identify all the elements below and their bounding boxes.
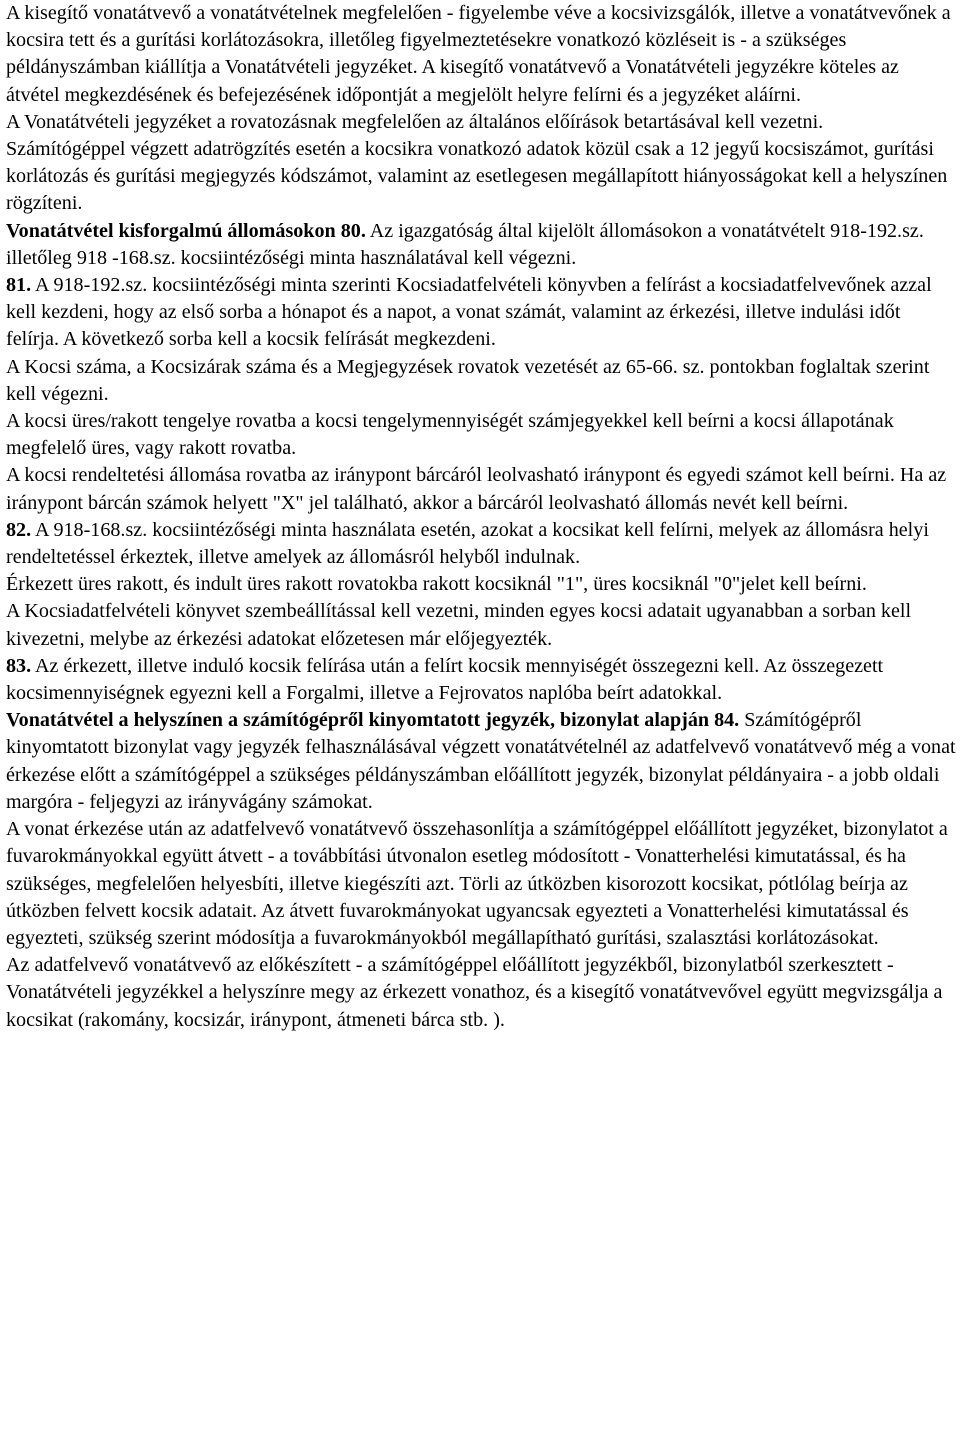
paragraph-vonat-erkezese-utan: [6, 816, 956, 952]
section-heading-80: Vonatátvétel kisforgalmú állomásokon 80.: [6, 219, 366, 242]
paragraph-text: Számítógépről kinyomtatott bizonylat vagy jegyzék felhasználásával végzett vonatátvételnél az adatfelvevő vonatátvevő még a vonat érkezése előtt a számítógéppel a szükséges példányszámban előállított jegyzék, bizonylat példányaira - a jobb oldali margóra - feljegyzi az irányvágány számokat.: [6, 709, 956, 813]
section-heading-84: Vonatátvétel a helyszínen a számítógépről kinyomtatott jegyzék, bizonylat alapján 84.: [6, 709, 740, 732]
paragraph-text: A kisegítő vonatátvevő a vonatátvételnek megfelelően - figyelembe véve a kocsivizsgálók, illetve a vonatátvevőnek a kocsira tett és a gurítási korlátozásokra, illetőleg figyelmeztetésekre vonatkozó közléseit is - a szükséges példányszámban kiállítja a Vonatátvételi jegyzéket. A kisegítő vonatátvevő a Vonatátvételi jegyzékre köteles az átvétel megkezdésének és befejezésének időpontját a megjelölt helyre felírni és a jegyzéket aláírni.: [6, 2, 951, 106]
paragraph-text: A Kocsiadatfelvételi könyvet szembeállítással kell vezetni, minden egyes kocsi adatait ugyanabban a sorban kell kivezetni, melybe az érkezési adatokat előzetesen már előjegyezték.: [6, 600, 912, 650]
paragraph-section-81: [6, 272, 956, 354]
paragraph-text: A Vonatátvételi jegyzéket a rovatozásnak megfelelően az általános előírások betartásával kell vezetni.: [6, 110, 824, 133]
paragraph-section-82: [6, 517, 956, 571]
paragraph-jegyzek-vezetese: [6, 109, 956, 136]
paragraph-szembeallitas: [6, 598, 956, 652]
paragraph-helyszini-vizsgalat: [6, 952, 956, 1034]
paragraph-szamitogepes-adatrogzites: [6, 136, 956, 218]
paragraph-text: Érkezett üres rakott, és indult üres rakott rovatokba rakott kocsiknál "1", üres kocsiknál "0"jelet kell beírni.: [6, 573, 867, 596]
paragraph-kocsi-szama-rovatok: [6, 354, 956, 408]
paragraph-text: A 918-168.sz. kocsiintézőségi minta használata esetén, azokat a kocsikat kell felírni, melyek az állomásra helyi rendeltetéssel érkeztek, illetve amelyek az állomásról helyből indulnak.: [6, 518, 929, 569]
paragraph-section-80: [6, 218, 956, 272]
paragraph-text: Az adatfelvevő vonatátvevő az előkészített - a számítógéppel előállított jegyzékből, bizonylatból szerkesztett - Vonatátvételi jegyzékkel a helyszínre megy az érkezett vonathoz, és a kisegítő vonatátvevővel együtt megvizsgálja a kocsikat (rakomány, kocsizár, iránypont, átmeneti bárca stb. ).: [6, 954, 943, 1031]
paragraph-text: A vonat érkezése után az adatfelvevő vonatátvevő összehasonlítja a számítógéppel előállított jegyzéket, bizonylatot a fuvarokmányokkal együtt átvett - a továbbítási útvonalon esetleg módosított - Vonatterhelési kimutatással, és ha szükséges, megfelelően helyesbíti, illetve kiegészíti azt. Törli az útközben kisorozott kocsikat, pótlólag beírja az útközben felvett kocsik adatait. Az átvett fuvarokmányokat ugyancsak egyezteti a Vonatterhelési kimutatással és egyezteti, szükség szerint módosítja a fuvarokmányokból megállapítható gurítási, szalasztási korlátozásokat.: [6, 818, 948, 949]
paragraph-ures-rakott-jeloles: [6, 571, 956, 598]
paragraph-vonatatveteli-jegyzek-kiallitasa: [6, 0, 956, 109]
paragraph-text: Az érkezett, illetve induló kocsik felírása után a felírt kocsik mennyiségét összegezni kell. Az összegezett kocsimennyiségnek egyezni kell a Forgalmi, illetve a Fejrovatos naplóba beírt adatokkal.: [6, 654, 884, 705]
section-number-81: 81.: [6, 274, 32, 297]
paragraph-text: A kocsi rendeltetési állomása rovatba az iránypont bárcáról leolvasható iránypont és egyedi számot kell beírni. Ha az iránypont bárcán számok helyett "X" jel található, akkor a bárcáról leolvasható állomás nevét kell beírni.: [6, 464, 947, 514]
paragraph-text: Az igazgatóság által kijelölt állomásokon a vonatátvételt 918-192.sz. illetőleg 918 -168.sz. kocsiintézőségi minta használatával kell végezni.: [6, 219, 924, 269]
paragraph-text: A Kocsi száma, a Kocsizárak száma és a Megjegyzések rovatok vezetését az 65-66. sz. pontokban foglaltak szerint kell végezni.: [6, 355, 930, 405]
paragraph-section-84: [6, 707, 956, 816]
paragraph-rendeltetesi-allomas: [6, 462, 956, 516]
paragraph-section-83: [6, 653, 956, 707]
section-number-83: 83.: [6, 654, 32, 677]
paragraph-text: Számítógéppel végzett adatrögzítés esetén a kocsikra vonatkozó adatok közül csak a 12 jegyű kocsiszámot, gurítási korlátozás és gurítási megjegyzés kódszámot, valamint az esetlegesen megállapított hiányosságokat kell a helyszínen rögzíteni.: [6, 138, 948, 215]
paragraph-text: A 918-192.sz. kocsiintézőségi minta szerinti Kocsiadatfelvételi könyvben a felírást a kocsiadatfelvevőnek azzal kell kezdeni, hogy az első sorba a hónapot és a napot, a vonat számát, valamint az érkezési, illetve indulási időt felírja. A következő sorba kell a kocsik felírását megkezdeni.: [6, 274, 932, 351]
paragraph-text: A kocsi üres/rakott tengelye rovatba a kocsi tengelymennyiségét számjegyekkel kell beírni a kocsi állapotának megfelelő üres, vagy rakott rovatba.: [6, 410, 894, 460]
paragraph-tengely-rovat: [6, 408, 956, 462]
section-number-82: 82.: [6, 518, 32, 541]
